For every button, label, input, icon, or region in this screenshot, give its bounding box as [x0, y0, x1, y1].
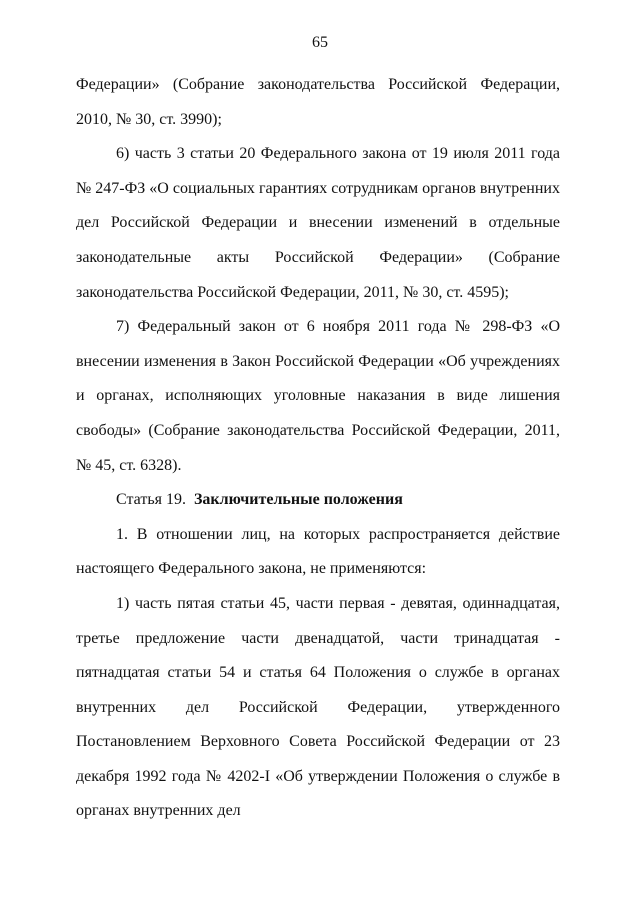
article-paragraph-1: 1. В отношении лиц, на которых распространяется действие настоящего Федерального закона, не применяются: [76, 525, 560, 578]
paragraph-citation-end: Федерации» (Собрание законодательства Российской Федерации, 2010, № 30, ст. 3990); [76, 76, 560, 128]
article-number: Статья 19. [116, 491, 186, 509]
page-number: 65 [312, 34, 328, 51]
article-heading [76, 483, 560, 518]
article-title: Заключительные положения [193, 491, 403, 509]
article-subitem-1: 1) часть пятая статьи 45, части первая - девятая, одиннадцатая, третье предложение части двенадцатой, части тринадцатая - пятнадцатая статьи 54 и статья 64 Положения о службе в органах внутренних дел Российской Федерации, утвержденного Постановлением Верховного Совета Российской Федерации от 23 декабря 1992 года № 4202-I «Об утверждении Положения о службе в органах внутренних дел [76, 594, 560, 820]
document-body [76, 68, 560, 829]
paragraph-item-7: 7) Федеральный закон от 6 ноября 2011 года № 298-ФЗ «О внесении изменения в Закон Российской Федерации «Об учреждениях и органах, исполняющих уголовные наказания в виде лишения свободы» (Собрание законодательства Российской Федерации, 2011, № 45, ст. 6328). [76, 318, 560, 474]
paragraph-item-6: 6) часть 3 статьи 20 Федерального закона от 19 июля 2011 года № 247-ФЗ «О социальных гарантиях сотрудникам органов внутренних дел Российской Федерации и внесении изменений в отдельные законодательные акты Российской Федерации» (Собрание законодательства Российской Федерации, 2011, № 30, ст. 4595); [76, 145, 560, 301]
